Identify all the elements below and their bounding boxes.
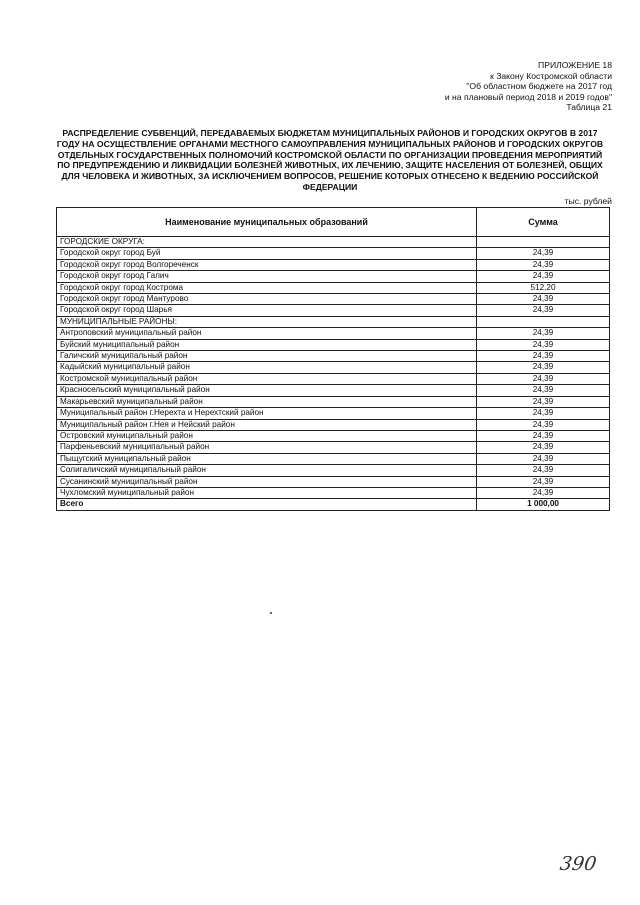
table-row bbox=[57, 453, 610, 464]
section-row bbox=[57, 237, 610, 248]
table-row bbox=[57, 282, 610, 293]
table-row bbox=[57, 351, 610, 362]
amount-cell: 24,39 bbox=[477, 385, 610, 396]
table-row bbox=[57, 430, 610, 441]
amount-cell: 24,39 bbox=[477, 453, 610, 464]
table-row bbox=[57, 362, 610, 373]
amount-cell: 512,20 bbox=[477, 282, 610, 293]
scan-dot bbox=[270, 612, 272, 614]
amount-cell bbox=[477, 237, 610, 248]
municipality-name: Городской округ город Шарья bbox=[57, 305, 477, 316]
municipality-name: Буйский муниципальный район bbox=[57, 339, 477, 350]
table-row bbox=[57, 396, 610, 407]
table-row bbox=[57, 476, 610, 487]
distribution-table bbox=[56, 207, 610, 511]
municipality-name: Кадыйский муниципальный район bbox=[57, 362, 477, 373]
appendix-table-number: Таблица 21 bbox=[566, 102, 612, 113]
table-body bbox=[57, 237, 610, 511]
table-row bbox=[57, 271, 610, 282]
municipality-name: Чухломский муниципальный район bbox=[57, 487, 477, 498]
municipality-name: Пыщугский муниципальный район bbox=[57, 453, 477, 464]
appendix-header bbox=[282, 60, 612, 113]
table-row bbox=[57, 442, 610, 453]
amount-cell: 24,39 bbox=[477, 294, 610, 305]
amount-cell: 24,39 bbox=[477, 442, 610, 453]
amount-cell: 24,39 bbox=[477, 396, 610, 407]
appendix-law-period: и на плановый период 2018 и 2019 годов" bbox=[444, 91, 612, 102]
table-row bbox=[57, 339, 610, 350]
table-row bbox=[57, 465, 610, 476]
municipality-name: Сусанинский муниципальный район bbox=[57, 476, 477, 487]
document-title: РАСПРЕДЕЛЕНИЕ СУБВЕНЦИЙ, ПЕРЕДАВАЕМЫХ БЮДЖЕТАМ МУНИЦИПАЛЬНЫХ РАЙОНОВ И ГОРОДСКИХ ОКРУГОВ В 2017 ГОДУ НА ОСУЩЕСТВЛЕНИЕ ОРГАНАМИ МЕСТНОГО САМОУПРАВЛЕНИЯ МУНИЦИПАЛЬНЫХ РАЙОНОВ И ГОРОДСКИХ ОКРУГОВ ОТДЕЛЬНЫХ ГОСУДАРСТВЕННЫХ ПОЛНОМОЧИЙ КОСТРОМСКОЙ ОБЛАСТИ ПО ОРГАНИЗАЦИИ ПРОВЕДЕНИЯ МЕРОПРИЯТИЙ ПО ПРЕДУПРЕЖДЕНИЮ И ЛИКВИДАЦИИ БОЛЕЗНЕЙ ЖИВОТНЫХ, ИХ ЛЕЧЕНИЮ, ЗАЩИТЕ НАСЕЛЕНИЯ ОТ БОЛЕЗНЕЙ, ОБЩИХ ДЛЯ ЧЕЛОВЕКА И ЖИВОТНЫХ, ЗА ИСКЛЮЧЕНИЕМ ВОПРОСОВ, РЕШЕНИЕ КОТОРЫХ ОТНЕСЕНО К ВЕДЕНИЮ РОССИЙСКОЙ ФЕДЕРАЦИИ bbox=[56, 128, 604, 192]
municipality-name: Городской округ город Буй bbox=[57, 248, 477, 259]
municipality-name: Островский муниципальный район bbox=[57, 430, 477, 441]
amount-cell: 24,39 bbox=[477, 305, 610, 316]
table-row bbox=[57, 294, 610, 305]
amount-cell: 24,39 bbox=[477, 271, 610, 282]
municipality-name: Парфеньевский муниципальный район bbox=[57, 442, 477, 453]
municipality-name: Галичский муниципальный район bbox=[57, 351, 477, 362]
amount-cell: 24,39 bbox=[477, 328, 610, 339]
municipality-name: Городской округ город Галич bbox=[57, 271, 477, 282]
total-amount: 1 000,00 bbox=[477, 499, 610, 510]
table-row bbox=[57, 305, 610, 316]
total-label: Всего bbox=[57, 499, 477, 510]
amount-cell: 24,39 bbox=[477, 259, 610, 270]
municipality-name: Макарьевский муниципальный район bbox=[57, 396, 477, 407]
amount-cell: 24,39 bbox=[477, 487, 610, 498]
municipality-name: ГОРОДСКИЕ ОКРУГА: bbox=[57, 237, 477, 248]
appendix-law-title: "Об областном бюджете на 2017 год bbox=[466, 81, 612, 92]
header-amount: Сумма bbox=[477, 208, 610, 237]
municipality-name: Антроповский муниципальный район bbox=[57, 328, 477, 339]
table-row bbox=[57, 259, 610, 270]
amount-cell: 24,39 bbox=[477, 373, 610, 384]
table-header-row bbox=[57, 208, 610, 237]
amount-cell bbox=[477, 316, 610, 327]
amount-cell: 24,39 bbox=[477, 476, 610, 487]
amount-cell: 24,39 bbox=[477, 408, 610, 419]
table-row bbox=[57, 408, 610, 419]
municipality-name: Городской округ город Волгореченск bbox=[57, 259, 477, 270]
amount-cell: 24,39 bbox=[477, 465, 610, 476]
appendix-number: ПРИЛОЖЕНИЕ 18 bbox=[538, 60, 612, 70]
table-row bbox=[57, 328, 610, 339]
municipality-name: Костромской муниципальный район bbox=[57, 373, 477, 384]
table-row bbox=[57, 419, 610, 430]
amount-cell: 24,39 bbox=[477, 351, 610, 362]
unit-label: тыс. рублей bbox=[564, 196, 612, 206]
handwritten-page-number: 390 bbox=[558, 853, 598, 875]
municipality-name: Муниципальный район г.Нея и Нейский район bbox=[57, 419, 477, 430]
table-row bbox=[57, 373, 610, 384]
header-municipality: Наименование муниципальных образований bbox=[57, 208, 477, 237]
section-row bbox=[57, 316, 610, 327]
municipality-name: Городской округ город Мантурово bbox=[57, 294, 477, 305]
table-row bbox=[57, 385, 610, 396]
amount-cell: 24,39 bbox=[477, 339, 610, 350]
appendix-law-ref: к Закону Костромской области bbox=[490, 70, 612, 81]
amount-cell: 24,39 bbox=[477, 430, 610, 441]
amount-cell: 24,39 bbox=[477, 248, 610, 259]
total-row bbox=[57, 499, 610, 510]
amount-cell: 24,39 bbox=[477, 362, 610, 373]
table-row bbox=[57, 487, 610, 498]
municipality-name: Городской округ город Кострома bbox=[57, 282, 477, 293]
municipality-name: Муниципальный район г.Нерехта и Нерехтский район bbox=[57, 408, 477, 419]
municipality-name: Солигаличский муниципальный район bbox=[57, 465, 477, 476]
amount-cell: 24,39 bbox=[477, 419, 610, 430]
municipality-name: Красносельский муниципальный район bbox=[57, 385, 477, 396]
municipality-name: МУНИЦИПАЛЬНЫЕ РАЙОНЫ: bbox=[57, 316, 477, 327]
table-row bbox=[57, 248, 610, 259]
